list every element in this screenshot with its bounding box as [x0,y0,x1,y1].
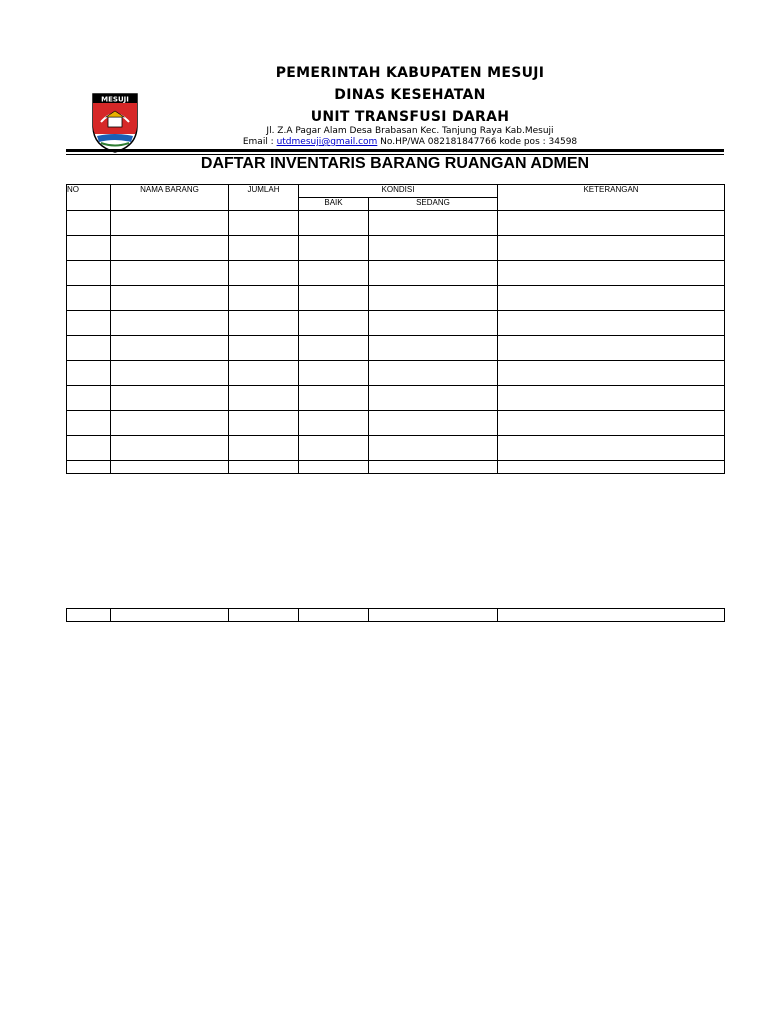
header-department: DINAS KESEHATAN [334,87,486,103]
table-row [67,261,725,286]
header-rule-thick [66,149,724,152]
table-row [67,461,725,474]
table-row [67,286,725,311]
header-unit: UNIT TRANSFUSI DARAH [310,109,510,125]
document-title: DAFTAR INVENTARIS BARANG RUANGAN ADMEN [200,155,590,172]
table-row [67,436,725,461]
col-header-sedang: SEDANG [369,198,498,211]
table-row [67,311,725,336]
email-link[interactable]: utdmesuji@gmail.com [276,137,378,147]
table-row [67,386,725,411]
table-row [67,211,725,236]
table-row [67,236,725,261]
table-row [67,609,725,622]
email-label: Email : [242,137,277,147]
col-header-nama-barang: NAMA BARANG [111,185,229,211]
col-header-no: NO [67,185,111,211]
header-government: PEMERINTAH KABUPATEN MESUJI [275,65,545,81]
logo-text: MESUJI [101,95,129,104]
mesuji-crest-icon [91,92,139,154]
table-row [67,336,725,361]
table-row [67,361,725,386]
inventory-table [66,184,725,474]
inventory-table-continued [66,608,725,622]
col-header-baik: BAIK [299,198,369,211]
col-header-kondisi: KONDISI [299,185,498,198]
col-header-jumlah: JUMLAH [229,185,299,211]
col-header-keterangan: KETERANGAN [498,185,725,211]
header-contact [200,137,620,147]
header-address: Jl. Z.A Pagar Alam Desa Brabasan Kec. Tanjung Raya Kab.Mesuji [266,126,554,136]
inventory-body [67,211,725,474]
table-row [67,411,725,436]
contact-phone-postal: No.HP/WA 082181847766 kode pos : 34598 [377,137,578,147]
